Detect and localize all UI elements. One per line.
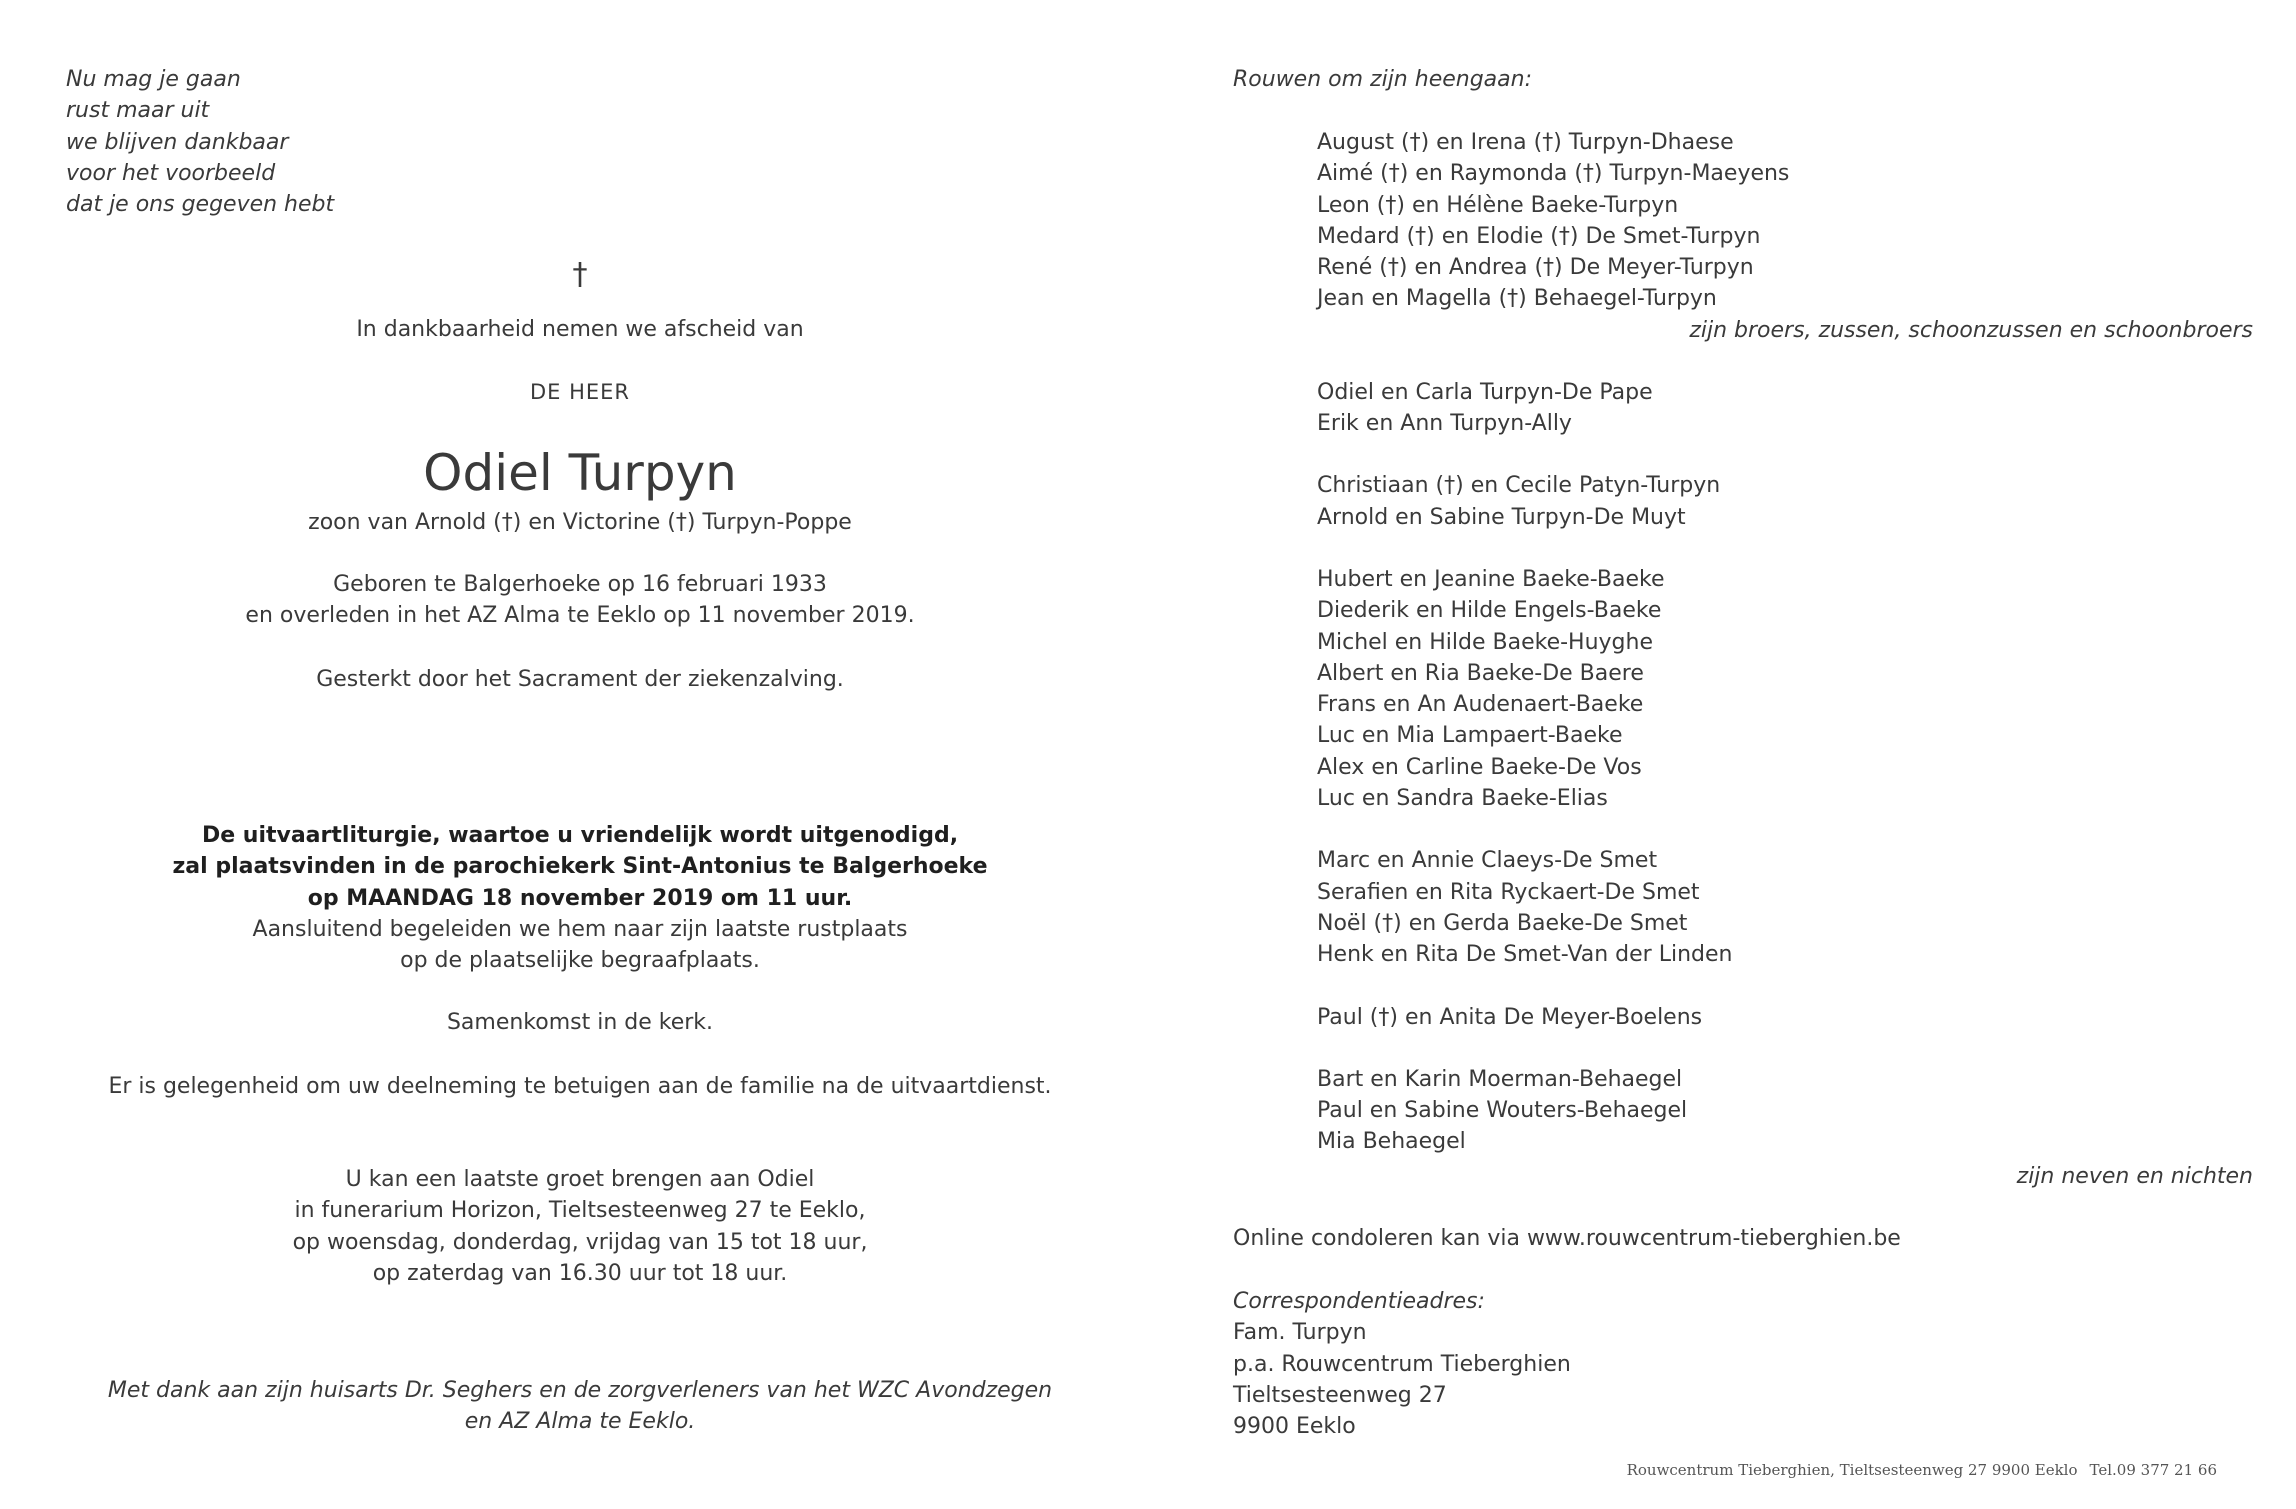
honorific: DE HEER [529, 380, 631, 404]
family-member: Diederik en Hilde Engels-Baeke [1317, 598, 1662, 624]
address-line: 9900 Eeklo [1233, 1414, 1356, 1440]
family-member: Aimé (†) en Raymonda (†) Turpyn-Maeyens [1317, 161, 1790, 187]
footer-phone: Tel.09 377 21 66 [2089, 1461, 2217, 1479]
family-member: Henk en Rita De Smet-Van der Linden [1317, 942, 1733, 968]
family-member: Arnold en Sabine Turpyn-De Muyt [1317, 504, 1686, 530]
visit-line: U kan een laatste groet brengen aan Odiel [345, 1167, 815, 1192]
family-member: Odiel en Carla Turpyn-De Pape [1317, 379, 1653, 405]
nephews-relation: zijn neven en nichten [2016, 1164, 2253, 1189]
liturgy-bold-line: zal plaatsvinden in de parochiekerk Sint-Antonius te Balgerhoeke [172, 854, 988, 880]
footer [1233, 1461, 2217, 1479]
poem-line: dat je ons gegeven hebt [66, 192, 335, 218]
family-member: Erik en Ann Turpyn-Ally [1317, 411, 1572, 437]
poem-line: rust maar uit [66, 98, 210, 124]
correspondence-label: Correspondentieadres: [1233, 1289, 1485, 1314]
liturgy-bold-line: op MAANDAG 18 november 2019 om 11 uur. [307, 885, 853, 911]
visit-line: op woensdag, donderdag, vrijdag van 15 tot 18 uur, [292, 1229, 868, 1255]
visitation-info [0, 1164, 1160, 1289]
family-member: Luc en Mia Lampaert-Baeke [1317, 723, 1623, 749]
funeral-liturgy [0, 820, 1160, 976]
intro-text: In dankbaarheid nemen we afscheid van [356, 317, 804, 342]
correspondence-address [1233, 1286, 1571, 1442]
liturgy-line: Aansluitend begeleiden we hem naar zijn laatste rustplaats [252, 916, 908, 942]
birth-death [0, 569, 1160, 632]
family-member: Jean en Magella (†) Behaegel-Turpyn [1317, 286, 1717, 312]
family-member: Paul en Sabine Wouters-Behaegel [1317, 1098, 1688, 1124]
family-member: Frans en An Audenaert-Baeke [1317, 692, 1644, 718]
mourners-heading: Rouwen om zijn heengaan: [1233, 67, 1532, 92]
family-member: August (†) en Irena (†) Turpyn-Dhaese [1317, 130, 1734, 155]
visit-line: in funerarium Horizon, Tieltsesteenweg 27 te Eeklo, [294, 1198, 866, 1224]
family-member: Paul (†) en Anita De Meyer-Boelens [1317, 1004, 1703, 1030]
poem-line: we blijven dankbaar [66, 129, 289, 155]
thanks-note [0, 1375, 1160, 1438]
thanks-line: Met dank aan zijn huisarts Dr. Seghers en de zorgverleners van het WZC Avondzegen [107, 1378, 1053, 1403]
family-member: Bart en Karin Moerman-Behaegel [1317, 1066, 1683, 1092]
death-line: en overleden in het AZ Alma te Eeklo op 11 november 2019. [245, 603, 915, 629]
family-list [1317, 127, 1789, 1158]
address-line: Fam. Turpyn [1233, 1320, 1367, 1346]
gathering-line: Samenkomst in de kerk. [446, 1010, 714, 1035]
thanks-line: en AZ Alma te Eeklo. [464, 1409, 696, 1435]
poem-line: Nu mag je gaan [66, 67, 241, 92]
family-member: Noël (†) en Gerda Baeke-De Smet [1317, 910, 1688, 936]
cross-icon: † [572, 257, 588, 292]
address-line: p.a. Rouwcentrum Tieberghien [1233, 1351, 1571, 1377]
family-member: Marc en Annie Claeys-De Smet [1317, 848, 1658, 874]
address-line: Tieltsesteenweg 27 [1233, 1382, 1447, 1408]
family-member: René (†) en Andrea (†) De Meyer-Turpyn [1317, 255, 1754, 281]
family-member: Hubert en Jeanine Baeke-Baeke [1317, 566, 1665, 592]
family-member: Christiaan (†) en Cecile Patyn-Turpyn [1317, 473, 1721, 499]
family-member: Alex en Carline Baeke-De Vos [1317, 754, 1642, 780]
family-member: Serafien en Rita Ryckaert-De Smet [1317, 879, 1700, 905]
liturgy-line: op de plaatselijke begraafplaats. [400, 948, 760, 974]
poem [66, 64, 334, 220]
family-member: Leon (†) en Hélène Baeke-Turpyn [1317, 192, 1679, 218]
condolence-opportunity: Er is gelegenheid om uw deelneming te betuigen aan de familie na de uitvaartdienst. [108, 1074, 1052, 1099]
visit-line: op zaterdag van 16.30 uur tot 18 uur. [372, 1260, 788, 1286]
liturgy-bold-line: De uitvaartliturgie, waartoe u vriendelijk wordt uitgenodigd, [201, 823, 959, 848]
family-member: Medard (†) en Elodie (†) De Smet-Turpyn [1317, 223, 1761, 249]
family-member: Mia Behaegel [1317, 1129, 1466, 1155]
online-condolence-link[interactable]: Online condoleren kan via www.rouwcentrum-tieberghien.be [1233, 1226, 1901, 1251]
family-member: Michel en Hilde Baeke-Huyghe [1317, 629, 1653, 655]
poem-line: voor het voorbeeld [66, 160, 276, 186]
deceased-name: Odiel Turpyn [423, 444, 737, 502]
parents-line: zoon van Arnold (†) en Victorine (†) Turpyn-Poppe [308, 510, 852, 535]
footer-company: Rouwcentrum Tieberghien, Tieltsesteenweg 27 9900 Eeklo [1626, 1461, 2078, 1479]
siblings-relation: zijn broers, zussen, schoonzussen en schoonbroers [1689, 318, 2253, 343]
birth-line: Geboren te Balgerhoeke op 16 februari 1933 [333, 572, 827, 597]
sacrament-line: Gesterkt door het Sacrament der ziekenzalving. [316, 667, 844, 692]
family-member: Albert en Ria Baeke-De Baere [1317, 660, 1644, 686]
family-member: Luc en Sandra Baeke-Elias [1317, 786, 1608, 812]
